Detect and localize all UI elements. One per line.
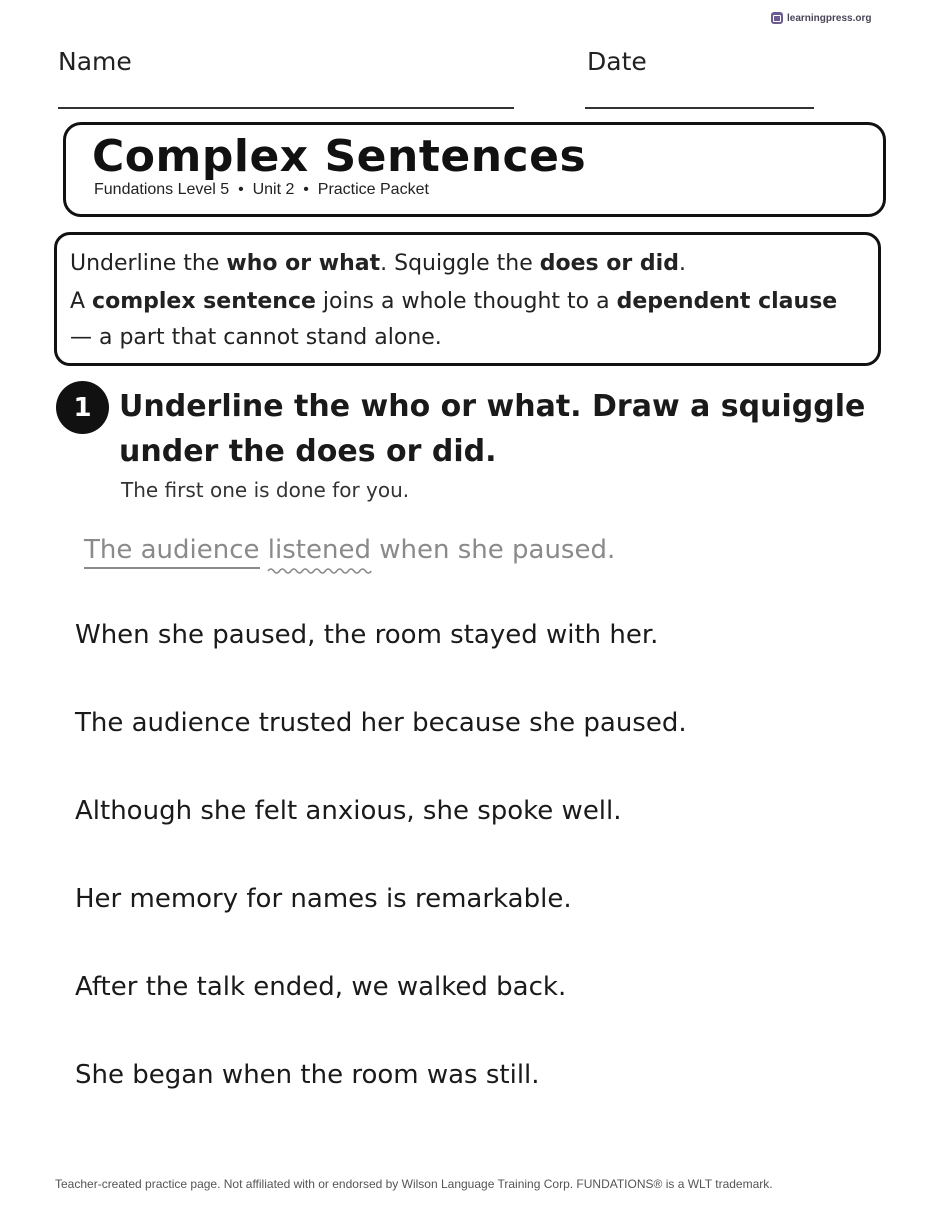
intro-text: — a part that cannot stand alone. (70, 325, 442, 350)
document-icon (771, 12, 783, 24)
intro-text: . Squiggle the (380, 251, 540, 276)
example-sentence (84, 535, 615, 565)
intro-text: Underline the (70, 251, 227, 276)
brand-text: learningpress.org (787, 12, 872, 24)
intro-text: A (70, 289, 93, 314)
intro-bold: dependent clause (616, 289, 838, 314)
intro-bold: does or did (539, 251, 679, 276)
task-number-badge: 1 (56, 381, 109, 434)
intro-bold: who or what (226, 251, 381, 276)
squiggle-mark (268, 567, 371, 575)
page-subtitle: Fundations Level 5 • Unit 2 • Practice Packet (94, 181, 429, 198)
task-note: The first one is done for you. (121, 478, 410, 502)
date-line (585, 107, 814, 109)
name-label: Name (58, 47, 132, 76)
sentence-2[interactable]: The audience trusted her because she paused. (75, 708, 687, 738)
sentence-3[interactable]: Although she felt anxious, she spoke well. (75, 796, 622, 826)
example-verb-text: listened (267, 535, 371, 565)
footer-disclaimer: Teacher-created practice page. Not affiliated with or endorsed by Wilson Language Training Corp. FUNDATIONS® is a WLT trademark. (55, 1177, 773, 1191)
instruction-line-2 (70, 284, 864, 356)
brand-logo (771, 12, 871, 24)
date-label: Date (587, 47, 647, 76)
name-line (58, 107, 514, 109)
intro-text: joins a whole thought to a (315, 289, 617, 314)
sentence-5[interactable]: After the talk ended, we walked back. (75, 972, 567, 1002)
page-title: Complex Sentences (92, 131, 587, 182)
sentence-6[interactable]: She began when the room was still. (75, 1060, 540, 1090)
sentence-4[interactable]: Her memory for names is remarkable. (75, 884, 572, 914)
intro-text: . (678, 251, 686, 276)
sentence-1[interactable]: When she paused, the room stayed with her. (75, 620, 659, 650)
title-box (63, 122, 886, 217)
task-heading: Underline the who or what. Draw a squiggle under the does or did. (119, 389, 866, 469)
instruction-line-1 (70, 245, 864, 282)
example-verb (268, 535, 371, 565)
instructions-box (54, 232, 881, 366)
example-rest: when she paused. (370, 535, 616, 565)
intro-bold: complex sentence (92, 289, 316, 314)
example-subject: The audience (84, 535, 260, 569)
